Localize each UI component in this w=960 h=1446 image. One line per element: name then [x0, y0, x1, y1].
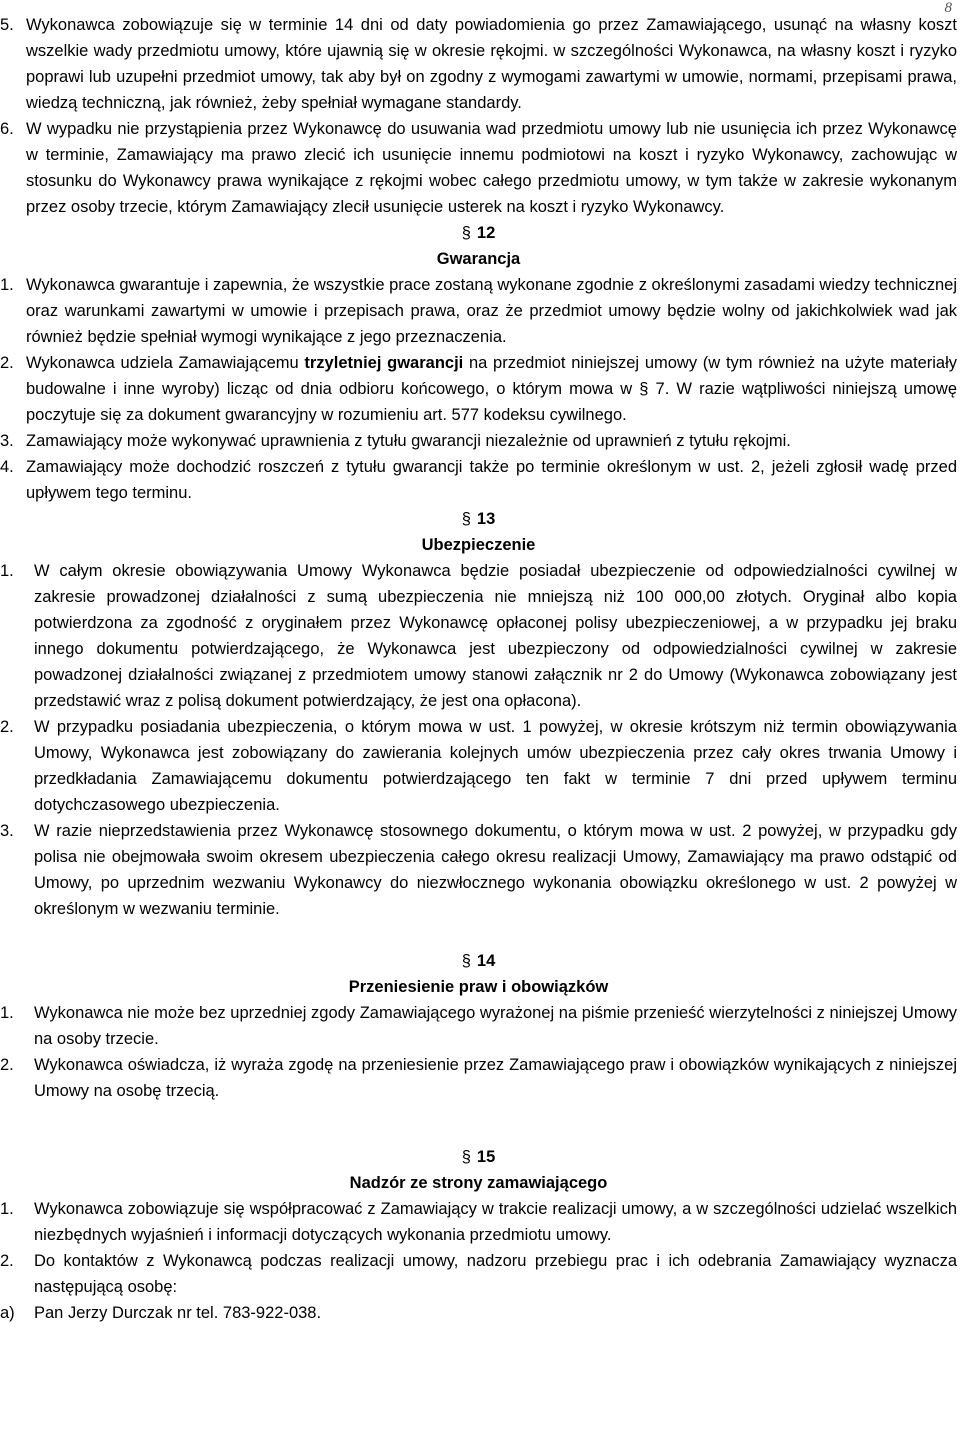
item-text: Do kontaktów z Wykonawcą podczas realizacji umowy, nadzoru przebiegu prac i ich odebrania Zamawiający wyznacza następującą osobę: [34, 1252, 957, 1296]
item-number: 6. [0, 120, 14, 138]
list-item [0, 1000, 957, 1052]
section-number: 15 [476, 1148, 496, 1166]
item-text: W całym okresie obowiązywania Umowy Wykonawca będzie posiadał ubezpieczenie od odpowiedzialności cywilnej w zakresie prowadzonej działalności z sumą ubezpieczenia nie mniejszą niż 100 000,00 złotych. Oryginał albo kopia potwierdzona za zgodność z oryginałem przez Wykonawcę opłaconej polisy ubezpieczeniowej, a w przypadku jej braku innego dokumentu potwierdzającego, że Wykonawca jest ubezpieczony od odpowiedzialności cywilnej w zakresie powadzonej działalności związanej z przedmiotem umowy stanowi załącznik nr 2 do Umowy (Wykonawca zobowiązany jest przedstawić wraz z polisą dokument potwierdzający, że jest ona opłacona). [34, 562, 957, 710]
item-number: 4. [0, 458, 14, 476]
section-15-number [0, 1144, 957, 1170]
list-item [0, 818, 957, 922]
list-item [0, 272, 957, 350]
item-number: 3. [0, 432, 14, 450]
document-body [0, 12, 957, 1326]
section-14-title: Przeniesienie praw i obowiązków [348, 978, 609, 996]
list-item [0, 1052, 957, 1104]
item-text: W wypadku nie przystąpienia przez Wykonawcę do usuwania wad przedmiotu umowy lub nie usunięcia ich przez Wykonawcę w terminie, Zamawiający ma prawo zlecić ich usunięcie innemu podmiotowi na koszt i ryzyko Wykonawcy, zachowując w stosunku do Wykonawcy prawa wynikające z rękojmi wobec całego przedmiotu umowy, w tym także w zakresie wykonanym przez osoby trzecie, którym Zamawiający zlecił usunięcie usterek na koszt i ryzyko Wykonawcy. [26, 120, 957, 216]
section-12-number [0, 220, 957, 246]
spacer [0, 1130, 957, 1144]
item-text: W przypadku posiadania ubezpieczenia, o którym mowa w ust. 1 powyżej, w okresie krótszym niż termin obowiązywania Umowy, Wykonawca jest zobowiązany do zawierania kolejnych umów ubezpieczenia przez cały okres trwania Umowy i przedkładania Zamawiającemu dokumentu potwierdzającego ten fakt w terminie 7 dni przed upływem terminu dotychczasowego ubezpieczenia. [34, 718, 957, 814]
paragraph-symbol: § [461, 224, 471, 242]
section-number: 12 [476, 224, 496, 242]
item-text-part: na przedmiot niniejszej umowy (w tym również na użyte materiały budowalne i inne wyroby) licząc od dnia odbioru końcowego, o którym mowa w § 7. W razie wątpliwości niniejszą umowę poczytuje się za dokument gwarancyjny w rozumieniu art. 577 kodeksu cywilnego. [26, 354, 957, 424]
section-13-number [0, 506, 957, 532]
item-number: 5. [0, 16, 14, 34]
section-14-number [0, 948, 957, 974]
warranty-period-emphasis: trzyletniej gwarancji [304, 354, 464, 372]
paragraph-symbol: § [461, 1148, 471, 1166]
item-text: Zamawiający może dochodzić roszczeń z tytułu gwarancji także po terminie określonym w ust. 2, jeżeli zgłosił wadę przed upływem tego terminu. [26, 458, 957, 502]
list-item [0, 12, 957, 116]
item-text: Wykonawca oświadcza, iż wyraża zgodę na przeniesienie przez Zamawiającego praw i obowiązków wynikających z niniejszej Umowy na osobę trzecią. [34, 1056, 957, 1100]
item-number: 2. [0, 1252, 14, 1270]
paragraph-symbol: § [461, 952, 471, 970]
list-item [0, 558, 957, 714]
item-text: Wykonawca gwarantuje i zapewnia, że wszystkie prace zostaną wykonane zgodnie z określonymi zasadami wiedzy technicznej oraz warunkami zawartymi w umowie i przepisach prawa, oraz że przedmiot umowy będzie wolny od jakichkolwiek wad jak również będzie spełniał wymogi wynikające z jego przeznaczenia. [26, 276, 957, 346]
item-number: 3. [0, 822, 14, 840]
page-number: 8 [944, 0, 952, 16]
list-item [0, 116, 957, 220]
item-number: 2. [0, 1056, 14, 1074]
item-text: Wykonawca zobowiązuje się współpracować z Zamawiający w trakcie realizacji umowy, a w szczególności udzielać wszelkich niezbędnych wyjaśnień i informacji dotyczących wykonania przedmiotu umowy. [34, 1200, 957, 1244]
section-number: 13 [476, 510, 496, 528]
contact-text: Pan Jerzy Durczak nr tel. 783-922-038. [34, 1304, 322, 1322]
list-item [0, 714, 957, 818]
item-number: 2. [0, 718, 14, 736]
item-letter: a) [0, 1304, 15, 1322]
item-text: Wykonawca zobowiązuje się w terminie 14 dni od daty powiadomienia go przez Zamawiającego, usunąć na własny koszt wszelkie wady przedmiotu umowy, które ujawnią się w okresie rękojmi. w szczególności Wykonawca, na własny koszt i ryzyko poprawi lub uzupełni przedmiot umowy, tak aby był on zgodny z wymogami zawartymi w umowie, normami, przepisami prawa, wiedzą techniczną, jak również, żeby spełniał wymagane standardy. [26, 16, 957, 112]
item-number: 1. [0, 1004, 14, 1022]
item-number: 1. [0, 562, 14, 580]
item-number: 1. [0, 1200, 14, 1218]
section-15-title: Nadzór ze strony zamawiającego [349, 1174, 608, 1192]
contact-person [0, 1300, 957, 1326]
item-text: W razie nieprzedstawienia przez Wykonawcę stosownego dokumentu, o którym mowa w ust. 2 powyżej, w przypadku gdy polisa nie obejmowała swoim okresem ubezpieczenia całego okresu realizacji Umowy, Zamawiający ma prawo odstąpić od Umowy, po uprzednim wezwaniu Wykonawcy do niezwłocznego wykonania obowiązku określonego w ust. 2 powyżej w określonym w wezwaniu terminie. [34, 822, 957, 918]
list-item [0, 1196, 957, 1248]
spacer [0, 1104, 957, 1130]
list-item [0, 350, 957, 428]
section-13-title: Ubezpieczenie [421, 536, 536, 554]
item-text [26, 350, 957, 428]
list-item [0, 428, 957, 454]
item-number: 2. [0, 354, 14, 372]
section-number: 14 [476, 952, 496, 970]
paragraph-symbol: § [461, 510, 471, 528]
item-text-part: Wykonawca udziela Zamawiającemu [26, 354, 305, 372]
list-item [0, 454, 957, 506]
list-item [0, 1248, 957, 1300]
item-number: 1. [0, 276, 14, 294]
item-text: Wykonawca nie może bez uprzedniej zgody Zamawiającego wyrażonej na piśmie przenieść wierzytelności z niniejszej Umowy na osoby trzecie. [34, 1004, 957, 1048]
section-12-title: Gwarancja [436, 250, 521, 268]
spacer [0, 922, 957, 948]
item-text: Zamawiający może wykonywać uprawnienia z tytułu gwarancji niezależnie od uprawnień z tytułu rękojmi. [26, 432, 791, 450]
